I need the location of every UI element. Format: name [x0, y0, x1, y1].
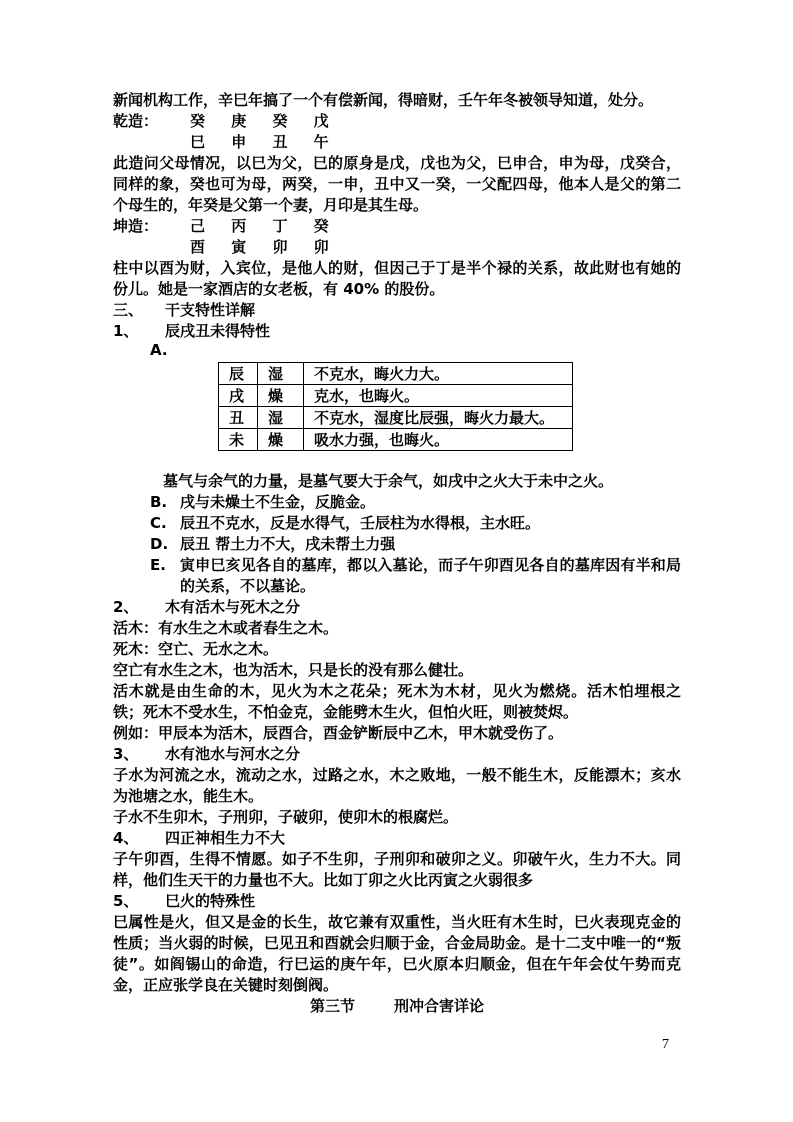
subitem-label: E. — [150, 556, 166, 574]
table-row — [219, 407, 573, 429]
table-cell-property: 湿 — [258, 407, 304, 429]
section-number: 三、 — [113, 301, 144, 319]
wood-example-paragraph: 例如：甲辰本为活木，辰酉合，酉金铲断辰中乙木，甲木就受伤了。 — [113, 724, 564, 742]
table-cell-branch: 戌 — [219, 385, 258, 407]
kunzao-label: 坤造： — [113, 217, 159, 235]
branch-property-table — [218, 362, 573, 451]
table-row — [219, 385, 573, 407]
next-section-title: 刑冲合害详论 — [394, 997, 485, 1015]
kunzao-stems-row — [113, 216, 681, 237]
water-note-paragraph: 子水不生卯木，子刑卯，子破卯，使卯木的根腐烂。 — [113, 808, 459, 826]
table-cell-description: 克水，也晦火。 — [304, 385, 573, 407]
item-title: 辰戌丑未得特性 — [165, 322, 271, 340]
kunzao-analysis-paragraph: 柱中以酉为财，入宾位，是他人的财，但因己于丁是半个禄的关系，故此财也有她的份儿。她是一家酒店的女老板，有 40% 的股份。 — [113, 259, 681, 298]
subitem-c — [113, 513, 681, 534]
item-heading-5 — [113, 891, 681, 912]
subitem-label: D. — [150, 535, 169, 553]
item-number: 2、 — [113, 598, 139, 616]
kunzao-stems: 己 丙 丁 癸 — [190, 217, 329, 235]
table-cell-description: 吸水力强，也晦火。 — [304, 429, 573, 451]
subitem-b — [113, 492, 681, 513]
item-heading-3 — [113, 744, 681, 765]
next-section-number: 第三节 — [309, 997, 355, 1015]
subitem-d — [113, 534, 681, 555]
item-heading-4 — [113, 828, 681, 849]
void-wood-note: 空亡有水生之木，也为活木，只是长的没有那么健壮。 — [113, 661, 474, 679]
table-row — [219, 429, 573, 451]
subitem-text: 辰丑不克水，反是水得气，壬辰柱为水得根，主水旺。 — [180, 514, 541, 532]
subitem-text: 寅申巳亥见各自的墓库，都以入墓论，而子午卯酉见各自的墓库因有半和局的关系，不以墓论。 — [180, 556, 681, 595]
wood-explanation-paragraph: 活木就是由生命的木，见火为木之花朵；死木为木材，见火为燃烧。活木怕埋根之铁；死木不受水生，不怕金克，金能劈木生火，但怕火旺，则被焚烬。 — [113, 682, 681, 721]
section-title: 干支特性详解 — [165, 301, 256, 319]
qianzao-analysis-paragraph: 此造问父母情况，以巳为父，巳的原身是戊，戊也为父，巳申合，申为母，戊癸合，同样的象，癸也可为母，两癸，一申，丑中又一癸，一父配四母，他本人是父的第二个母生的，年癸是父第一个妻，月印是其生母。 — [113, 154, 681, 214]
item-number: 5、 — [113, 892, 139, 910]
page-number: 7 — [662, 1037, 669, 1052]
si-fire-paragraph: 巳属性是火，但又是金的长生，故它兼有双重性，当火旺有木生时，巳火表现克金的性质；当火弱的时候，巳见丑和酉就会归顺于金，合金局助金。是十二支中唯一的“叛徒”。如阎锡山的命造，行巳运的庚午年，巳火原本归顺金，但在午年会仗午势而克金，正应张学良在关键时刻倒阀。 — [113, 913, 681, 994]
item-number: 3、 — [113, 745, 139, 763]
table-cell-description: 不克水，晦火力大。 — [304, 363, 573, 385]
subitem-e — [113, 555, 681, 597]
document-body — [113, 90, 681, 1017]
qianzao-branches: 巳 申 丑 午 — [190, 133, 329, 151]
four-cardinal-paragraph: 子午卯酉，生得不情愿。如子不生卯，子刑卯和破卯之义。卯破午火，生力不大。同样，他们生天干的力量也不大。比如丁卯之火比丙寅之火弱很多 — [113, 850, 681, 889]
intro-paragraph: 新闻机构工作，辛巳年搞了一个有偿新闻，得暗财，壬午年冬被领导知道，处分。 — [113, 91, 654, 109]
item-title: 巳火的特殊性 — [165, 892, 256, 910]
qianzao-stems-row — [113, 111, 681, 132]
dead-wood-definition: 死木：空亡、无水之木。 — [113, 640, 279, 658]
item-title: 木有活木与死木之分 — [165, 598, 301, 616]
subitem-a-paragraph: 墓气与余气的力量，是墓气要大于余气，如戌中之火大于未中之火。 — [163, 472, 614, 490]
subitem-text: 戌与未燥土不生金，反脆金。 — [180, 493, 376, 511]
item-heading-2 — [113, 597, 681, 618]
section-heading-3 — [113, 300, 681, 321]
item-title: 四正神相生力不大 — [165, 829, 286, 847]
table-cell-branch: 丑 — [219, 407, 258, 429]
table-cell-description: 不克水，湿度比辰强，晦火力最大。 — [304, 407, 573, 429]
item-number: 1、 — [113, 322, 139, 340]
item-heading-1 — [113, 321, 681, 342]
item-title: 水有池水与河水之分 — [165, 745, 301, 763]
qianzao-label: 乾造： — [113, 112, 159, 130]
subitem-a-label: A. — [150, 341, 168, 359]
kunzao-branches: 酉 寅 卯 卯 — [190, 238, 329, 256]
table-cell-property: 燥 — [258, 429, 304, 451]
water-explanation-paragraph: 子水为河流之水，流动之水，过路之水，木之败地，一般不能生木，反能漂木；亥水为池塘之水，能生木。 — [113, 766, 681, 805]
item-number: 4、 — [113, 829, 139, 847]
subitem-label: B. — [150, 493, 168, 511]
subitem-text: 辰丑 帮土力不大，戌未帮土力强 — [180, 535, 396, 553]
subitem-label: C. — [150, 514, 167, 532]
table-cell-branch: 辰 — [219, 363, 258, 385]
table-cell-property: 湿 — [258, 363, 304, 385]
table-row — [219, 363, 573, 385]
qianzao-stems: 癸 庚 癸 戊 — [190, 112, 329, 130]
table-cell-property: 燥 — [258, 385, 304, 407]
next-section-heading — [113, 996, 681, 1017]
live-wood-definition: 活木：有水生之木或者春生之木。 — [113, 619, 339, 637]
table-cell-branch: 未 — [219, 429, 258, 451]
